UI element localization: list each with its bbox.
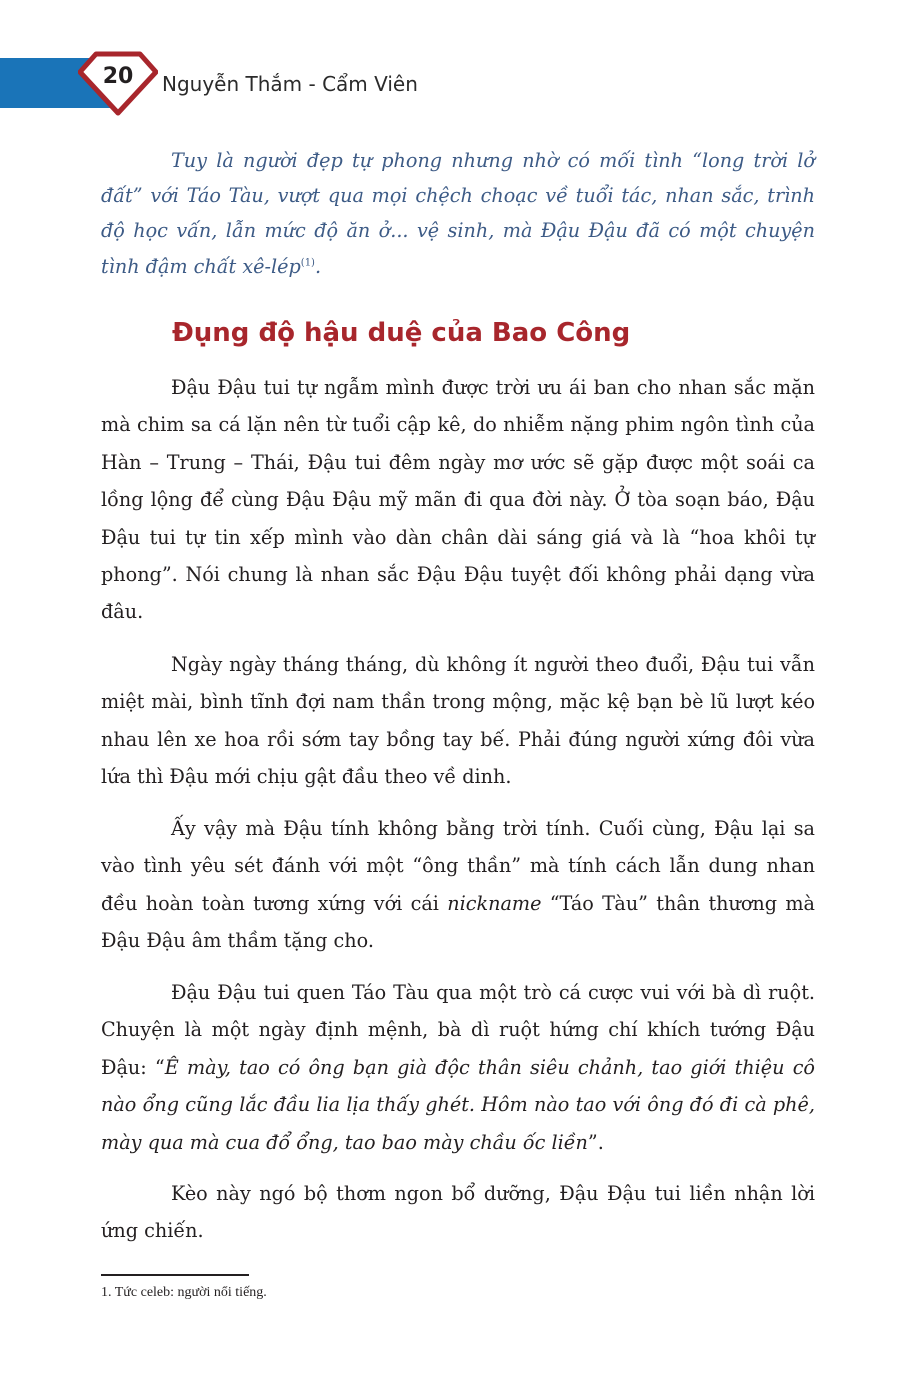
body-paragraph-1: Đậu Đậu tui tự ngẫm mình được trời ưu ái ban cho nhan sắc mặn mà chim sa cá lặn nên từ tuổi cập kê, do nhiễm nặng phim ngôn tình của Hàn – Trung – Thái, Đậu tui đêm ngày mơ ước sẽ gặp được một soái ca lồng lộng để cùng Đậu Đậu mỹ mãn đi qua đời này. Ở tòa soạn báo, Đậu Đậu tui tự tin xếp mình vào dàn chân dài sáng giá và là “hoa khôi tự phong”. Nói chung là nhan sắc Đậu Đậu tuyệt đối không phải dạng vừa đâu. <box>101 376 815 624</box>
body-paragraph-2: Ngày ngày tháng tháng, dù không ít người theo đuổi, Đậu tui vẫn miệt mài, bình tĩnh đợi nam thần trong mộng, mặc kệ bạn bè lũ lượt kéo nhau lên xe hoa rồi sớm tay bồng tay bế. Phải đúng người xứng đôi vừa lứa thì Đậu mới chịu gật đầu theo về dinh. <box>101 653 815 789</box>
section-title: Đụng độ hậu duệ của Bao Công <box>172 318 631 348</box>
p4-italic-quote: Ê mày, tao có ông bạn già độc thân siêu chảnh, tao giới thiệu cô nào ổng cũng lắc đầu lia lịa thấy ghét. Hôm nào tao với ông đó đi cà phê, mày qua mà cua đổ ổng, tao bao mày chầu ốc liền <box>101 1055 815 1154</box>
page-number: 20 <box>102 64 134 89</box>
body-paragraph-3 <box>101 810 815 960</box>
intro-text: Tuy là người đẹp tự phong nhưng nhờ có mối tình “long trời lở đất” với Táo Tàu, vượt qua mọi chệch choạc về tuổi tác, nhan sắc, trình độ học vấn, lẫn mức độ ăn ở... vệ sinh, mà Đậu Đậu đã có một chuyện tình đậm chất xê-lép <box>101 149 815 278</box>
footnote: 1. Tức celeb: người nổi tiếng. <box>101 1285 267 1300</box>
p4-text-before: Đậu Đậu tui quen Táo Tàu qua một trò cá cược vui với bà dì ruột. Chuyện là một ngày định mệnh, bà dì ruột hứng chí khích tướng Đậu Đậu: “ <box>101 981 815 1079</box>
intro-paragraph <box>101 143 815 284</box>
body-paragraph-4 <box>101 974 815 1161</box>
p4-text-after: ”. <box>587 1130 604 1154</box>
p3-text-before: Ấy vậy mà Đậu tính không bằng trời tính. Cuối cùng, Đậu lại sa vào tình yêu sét đánh với một “ông thần” mà tính cách lẫn dung nhan đều hoàn toàn tương xứng với cái <box>101 817 815 915</box>
body-paragraph-5: Kèo này ngó bộ thơm ngon bổ dưỡng, Đậu Đậu tui liền nhận lời ứng chiến. <box>101 1182 815 1243</box>
running-head: Nguyễn Thắm - Cẩm Viên <box>162 72 418 96</box>
intro-end: . <box>314 254 322 278</box>
footnote-reference: (1) <box>300 257 315 269</box>
p3-italic-word: nickname <box>447 891 542 915</box>
p3-text-after: “Táo Tàu” thân thương mà Đậu Đậu âm thầm tặng cho. <box>101 891 815 953</box>
page-number-badge <box>78 50 158 116</box>
footnote-divider <box>101 1274 249 1276</box>
